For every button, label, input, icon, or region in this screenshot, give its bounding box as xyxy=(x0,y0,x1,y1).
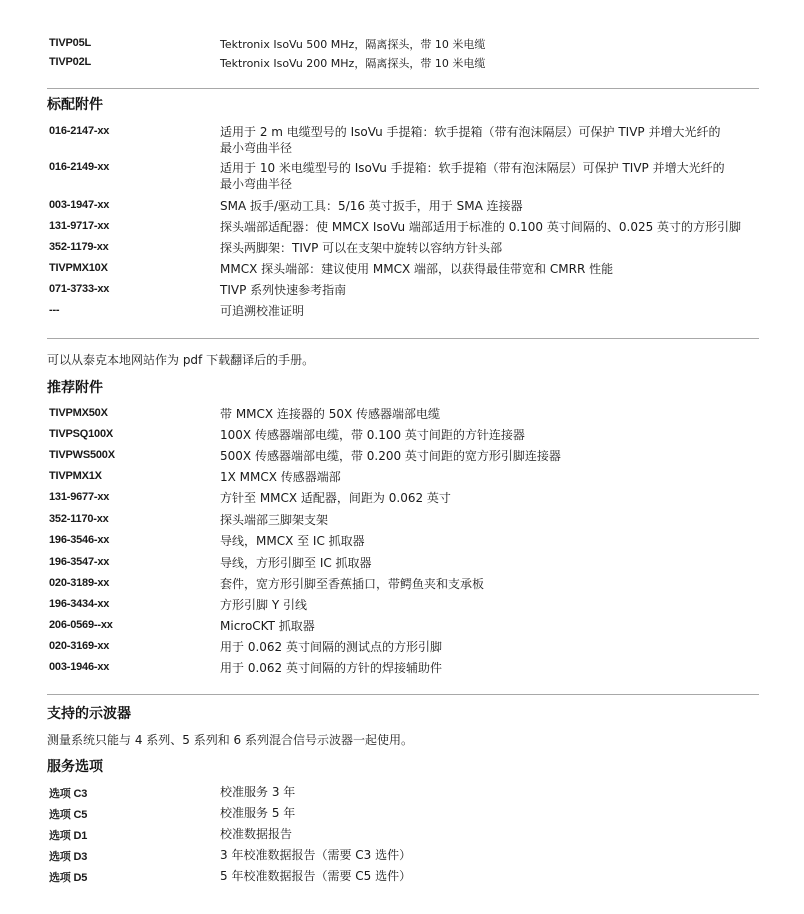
part-desc: SMA 扳手/驱动工具：5/16 英寸扳手，用于 SMA 连接器 xyxy=(220,199,523,213)
part-number: 071-3733-xx xyxy=(49,283,110,295)
part-desc: MMCX 探头端部：建议使用 MMCX 端部，以获得最佳带宽和 CMRR 性能 xyxy=(220,262,614,276)
part-number: 020-3189-xx xyxy=(49,577,110,589)
section-heading-service-options: 服务选项 xyxy=(47,759,103,775)
part-desc: 500X 传感器端部电缆，带 0.200 英寸间距的宽方形引脚连接器 xyxy=(220,449,561,463)
part-number: TIVPSQ100X xyxy=(49,428,114,440)
part-desc-line1: 适用于 10 米电缆型号的 IsoVu 手提箱：软手提箱（带有泡沫隔层）可保护 TIVP 并增大光纤的 xyxy=(220,161,725,175)
part-number: 020-3169-xx xyxy=(49,640,110,652)
option-desc: 校准服务 3 年 xyxy=(220,785,296,799)
part-number: 196-3546-xx xyxy=(49,534,110,546)
option-code: 选项 D1 xyxy=(49,830,88,842)
part-desc: 方针至 MMCX 适配器，间距为 0.062 英寸 xyxy=(220,491,451,505)
part-number: 016-2149-xx xyxy=(49,161,110,173)
part-desc xyxy=(220,125,760,156)
option-code: 选项 C3 xyxy=(49,788,88,800)
part-desc: 1X MMCX 传感器端部 xyxy=(220,470,341,484)
option-desc: 3 年校准数据报告（需要 C3 选件） xyxy=(220,848,412,862)
part-desc: MicroCKT 抓取器 xyxy=(220,619,315,633)
part-desc: 100X 传感器端部电缆，带 0.100 英寸间距的方针连接器 xyxy=(220,428,525,442)
option-desc: 校准数据报告 xyxy=(220,827,293,841)
part-desc: 探头两脚架：TIVP 可以在支架中旋转以容纳方针头部 xyxy=(220,241,503,255)
model-desc: Tektronix IsoVu 200 MHz，隔离探头，带 10 米电缆 xyxy=(220,57,486,70)
part-number: 196-3434-xx xyxy=(49,598,110,610)
part-number: 352-1170-xx xyxy=(49,513,109,525)
section-divider xyxy=(47,338,759,339)
supported-scopes-text: 测量系统只能与 4 系列、5 系列和 6 系列混合信号示波器一起使用。 xyxy=(47,733,413,747)
part-number: 206-0569--xx xyxy=(49,619,113,631)
part-desc: 探头端部三脚架支架 xyxy=(220,513,329,527)
option-desc: 5 年校准数据报告（需要 C5 选件） xyxy=(220,869,412,883)
part-number: 003-1947-xx xyxy=(49,199,110,211)
part-desc: 方形引脚 Y 引线 xyxy=(220,598,307,612)
section-heading-supported-scopes: 支持的示波器 xyxy=(47,706,131,722)
model-code: TIVP02L xyxy=(49,56,92,68)
part-desc: 套件，宽方形引脚至香蕉插口，带鳄鱼夹和支承板 xyxy=(220,577,485,591)
section-heading-recommended-accessories: 推荐附件 xyxy=(47,380,103,396)
part-number: 352-1179-xx xyxy=(49,241,109,253)
option-code: 选项 D3 xyxy=(49,851,88,863)
section-heading-standard-accessories: 标配附件 xyxy=(47,97,103,113)
part-desc: 用于 0.062 英寸间隔的方针的焊接辅助件 xyxy=(220,661,442,675)
part-number: TIVPMX10X xyxy=(49,262,108,274)
part-desc-line2: 最小弯曲半径 xyxy=(220,140,293,155)
part-desc: TIVP 系列快速参考指南 xyxy=(220,283,347,297)
part-desc: 导线，MMCX 至 IC 抓取器 xyxy=(220,534,365,548)
part-desc xyxy=(220,161,760,192)
part-desc: 带 MMCX 连接器的 50X 传感器端部电缆 xyxy=(220,407,441,421)
part-number: 016-2147-xx xyxy=(49,125,110,137)
part-number: 131-9677-xx xyxy=(49,491,110,503)
part-number: TIVPMX50X xyxy=(49,407,108,419)
part-number: 196-3547-xx xyxy=(49,556,110,568)
option-code: 选项 D5 xyxy=(49,872,88,884)
option-code: 选项 C5 xyxy=(49,809,88,821)
section-divider xyxy=(47,88,759,89)
option-desc: 校准服务 5 年 xyxy=(220,806,296,820)
part-number: TIVPMX1X xyxy=(49,470,102,482)
part-number: 003-1946-xx xyxy=(49,661,110,673)
part-desc: 可追溯校准证明 xyxy=(220,304,305,318)
model-code: TIVP05L xyxy=(49,37,92,49)
part-desc-line1: 适用于 2 m 电缆型号的 IsoVu 手提箱：软手提箱（带有泡沫隔层）可保护 TIVP 并增大光纤的 xyxy=(220,125,721,139)
part-number: TIVPWS500X xyxy=(49,449,115,461)
part-number: --- xyxy=(49,304,60,316)
section-divider xyxy=(47,694,759,695)
part-desc: 导线，方形引脚至 IC 抓取器 xyxy=(220,556,372,570)
part-desc: 用于 0.062 英寸间隔的测试点的方形引脚 xyxy=(220,640,442,654)
part-desc-line2: 最小弯曲半径 xyxy=(220,176,293,191)
manual-download-note: 可以从泰克本地网站作为 pdf 下载翻译后的手册。 xyxy=(47,353,315,367)
part-desc: 探头端部适配器：使 MMCX IsoVu 端部适用于标准的 0.100 英寸间隔的、0.025 英寸的方形引脚 xyxy=(220,220,742,234)
model-desc: Tektronix IsoVu 500 MHz，隔离探头，带 10 米电缆 xyxy=(220,38,486,51)
part-number: 131-9717-xx xyxy=(49,220,110,232)
